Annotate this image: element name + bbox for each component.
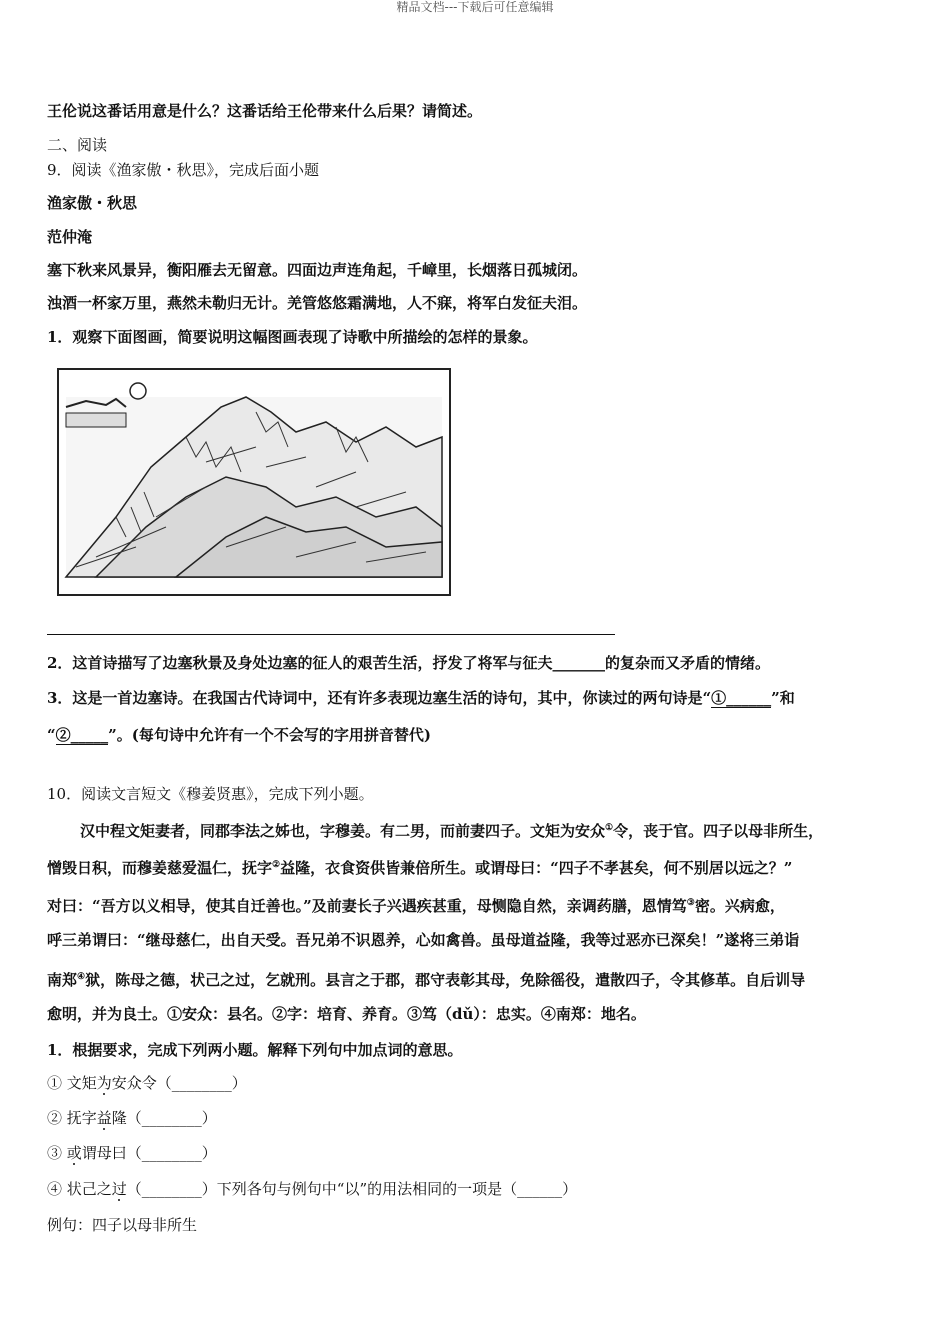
- passage-text: 令，丧于官。四子以母非所生，: [613, 822, 824, 840]
- footnote-mark-1: ①: [605, 823, 614, 833]
- item-1: [47, 1073, 247, 1093]
- q9-sub-1: 1．观察下面图画，简要说明这幅图画表现了诗歌中所描绘的怎样的景象。: [47, 328, 538, 346]
- poem-line-2: 浊酒一杯家万里，燕然未勒归无计。羌管悠悠霜满地，人不寐，将军白发征夫泪。: [47, 294, 588, 312]
- q9-sub-3-text-b: ”和: [771, 689, 795, 707]
- poem-author: 范仲淹: [47, 228, 93, 246]
- q9-sub-3-line1: [47, 688, 795, 708]
- q9-sub-3-text-a: 3．这是一首边塞诗。在我国古代诗词中，还有许多表现边塞生活的诗句，其中，你读过的两句诗是“: [47, 689, 712, 707]
- page-header: 精品文档---下载后可任意编辑: [396, 0, 554, 14]
- example-sentence: 例句：四子以母非所生: [47, 1216, 198, 1234]
- passage-line-4: 呼三弟谓曰：“继母慈仁，出自天受。吾兄弟不识恩养，心如禽兽。虽母道益隆，我等过恶亦已深矣！”遂将三弟诣: [47, 931, 800, 949]
- poem-title: 渔家傲・秋思: [47, 194, 138, 212]
- q10-sub-1: 1．根据要求，完成下列两小题。解释下列句中加点词的意思。: [47, 1041, 463, 1059]
- footnote-mark-2: ②: [272, 860, 281, 870]
- dotted-word: 益: [96, 1109, 112, 1127]
- item-text[interactable]: 谓母曰（________）: [81, 1144, 217, 1162]
- answer-blank-1[interactable]: ①______: [711, 689, 772, 707]
- item-text[interactable]: （________）下列各句与例句中“以”的用法相同的一项是（______）: [126, 1180, 578, 1198]
- poem-line-1: 塞下秋来风景异，衡阳雁去无留意。四面边声连角起，千嶂里，长烟落日孤城闭。: [47, 261, 588, 279]
- passage-text: 狱，陈母之德，状己之过，乞就刑。县言之于郡，郡守表彰其母，免除徭役，遣散四子，令其修革。自后训导: [85, 971, 806, 989]
- item-text[interactable]: 隆（________）: [111, 1109, 217, 1127]
- dotted-word: 或: [66, 1144, 82, 1162]
- passage-line-2: [47, 855, 792, 878]
- item-text[interactable]: 安众令（________）: [111, 1074, 247, 1092]
- passage-text: 南郑: [47, 971, 78, 989]
- item-2: [47, 1108, 217, 1128]
- q9-sub-3-text-c: “: [47, 726, 56, 744]
- dotted-word: 为: [96, 1074, 112, 1092]
- section-title: 二、阅读: [47, 136, 108, 154]
- passage-line-6: 愈明，并为良士。①安众：县名。②字：培育、养育。③笃（dǔ）：忠实。④南郑：地名。: [47, 1005, 646, 1023]
- q9-sub-2: 2．这首诗描写了边塞秋景及身处边塞的征人的艰苦生活，抒发了将军与征夫_______的复杂而又矛盾的情绪。: [47, 654, 770, 672]
- footnote-mark-3: ③: [686, 898, 695, 908]
- footnote-mark-4: ④: [77, 972, 86, 982]
- answer-blank-2[interactable]: ②_____: [55, 726, 109, 744]
- passage-line-1: [80, 818, 823, 841]
- passage-line-5: [47, 967, 805, 990]
- passage-text: 汉中程文矩妻者，同郡李法之姊也，字穆姜。有二男，而前妻四子。文矩为安众: [80, 822, 606, 840]
- intro-question: 王伦说这番话用意是什么？这番话给王伦带来什么后果？请简述。: [47, 102, 483, 120]
- passage-text: 对曰：“吾方以义相导，使其自迁善也。”及前妻长子兴遇疾甚重，母恻隐自然，亲调药膳，恩情笃: [47, 897, 687, 915]
- passage-text: 益隆，衣食资供皆兼倍所生。或谓母曰：“四子不孝甚矣，何不别居以远之？”: [280, 859, 793, 877]
- item-3: [47, 1143, 217, 1163]
- item-4: [47, 1179, 577, 1199]
- item-text: ② 抚字: [47, 1109, 97, 1127]
- item-text: ④ 状己之: [47, 1180, 112, 1198]
- passage-text: 密。兴病愈，: [694, 897, 785, 915]
- answer-line: [47, 634, 615, 635]
- item-text: ③: [47, 1144, 67, 1162]
- landscape-illustration: [56, 367, 452, 597]
- dotted-word: 过: [111, 1180, 127, 1198]
- q9-sub-3-text-d: ”。(每句诗中允许有一个不会写的字用拼音替代): [108, 726, 431, 744]
- passage-text: 憎毁日积，而穆姜慈爱温仁，抚字: [47, 859, 273, 877]
- item-text: ① 文矩: [47, 1074, 97, 1092]
- q10-heading: 10．阅读文言短文《穆姜贤惠》，完成下列小题。: [47, 785, 374, 803]
- passage-line-3: [47, 893, 785, 916]
- q9-sub-3-line2: [47, 725, 431, 745]
- q9-heading: 9．阅读《渔家傲・秋思》，完成后面小题: [47, 161, 320, 179]
